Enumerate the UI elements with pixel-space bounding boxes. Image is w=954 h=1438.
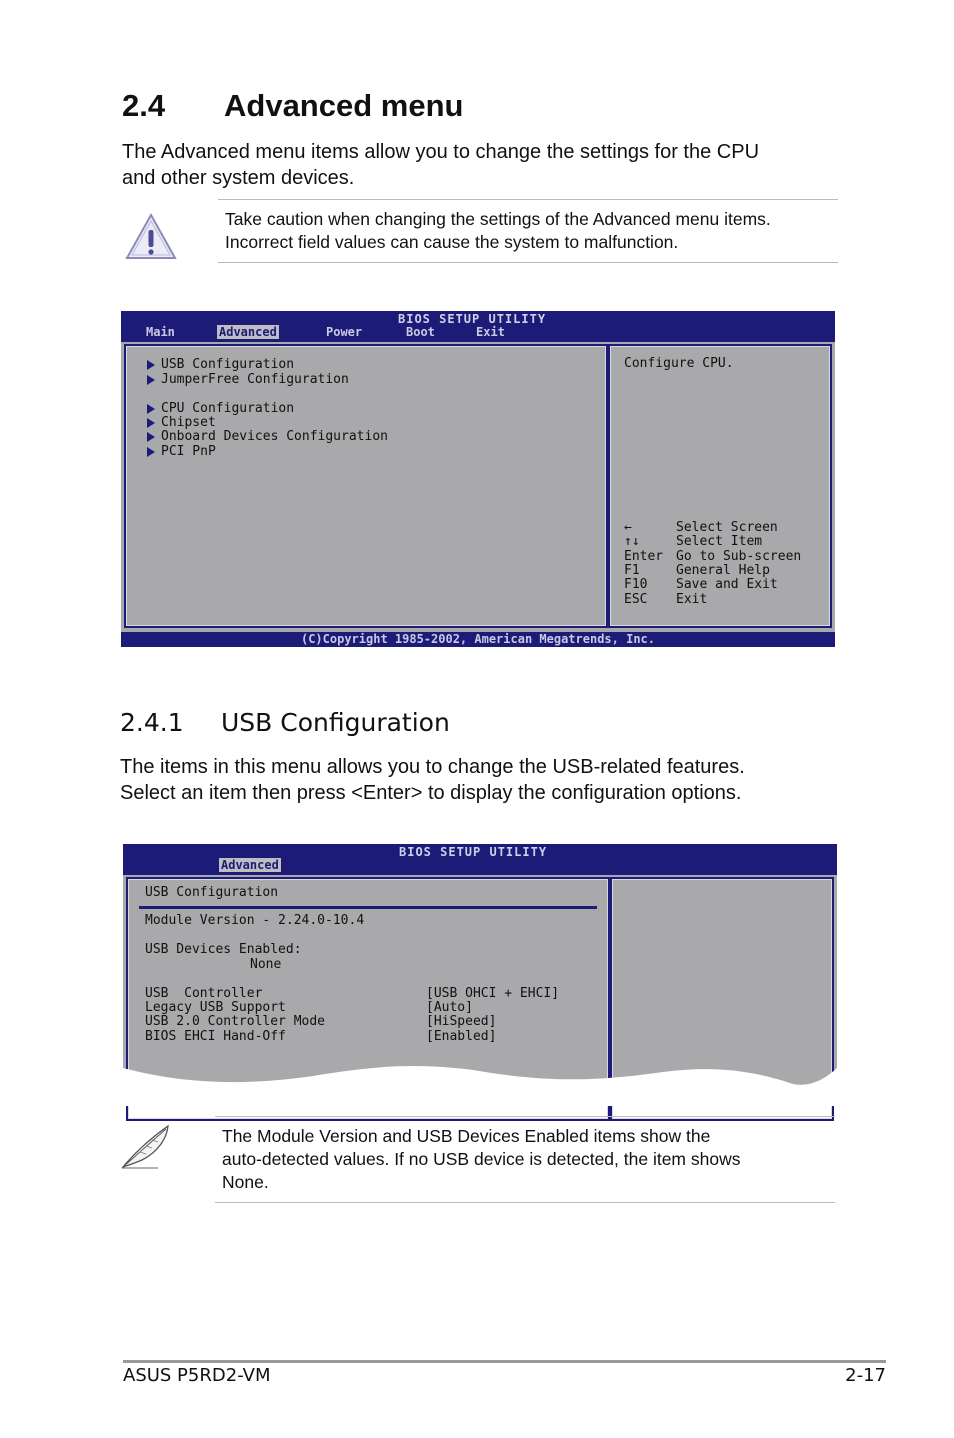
torn-edge (123, 1062, 837, 1106)
section-intro-line1: The Advanced menu items allow you to change the settings for the CPU (122, 141, 760, 163)
feather-pen-icon (118, 1122, 174, 1172)
setting-name[interactable]: USB 2.0 Controller Mode (145, 1014, 326, 1029)
section-number: 2.4 (122, 88, 166, 123)
setting-value[interactable]: [HiSpeed] (426, 1014, 497, 1029)
subsection-text-line1: The items in this menu allows you to change the USB-related features. (120, 756, 745, 778)
key-left-arrow-icon: ← (624, 520, 632, 535)
key-desc: Go to Sub-screen (676, 549, 802, 564)
bios-menu-power[interactable]: Power (326, 325, 363, 339)
key-name: F10 (624, 577, 648, 592)
bios-help-text: Configure CPU. (624, 356, 734, 371)
key-desc: Select Screen (676, 520, 778, 535)
setting-name[interactable]: BIOS EHCI Hand-Off (145, 1029, 286, 1044)
key-name: Enter (624, 549, 664, 564)
setting-value[interactable]: [USB OHCI + EHCI] (426, 986, 560, 1001)
bios-usb-config-screen (123, 844, 837, 1104)
heading-divider (139, 906, 597, 909)
key-up-down-arrow-icon: ↑↓ (624, 534, 640, 549)
bios-menu-item[interactable]: PCI PnP (147, 445, 216, 460)
setting-name[interactable]: USB Controller (145, 986, 263, 1001)
caution-bottom-rule (218, 262, 838, 263)
note-bottom-rule (215, 1202, 835, 1203)
submenu-arrow-icon (147, 418, 155, 428)
setting-value[interactable]: [Auto] (426, 1000, 473, 1015)
key-name: F1 (624, 563, 640, 578)
key-desc: General Help (676, 563, 770, 578)
caution-line1: Take caution when changing the settings of the Advanced menu items. (225, 209, 771, 229)
warning-triangle-icon (124, 212, 178, 262)
key-desc: Exit (676, 592, 708, 607)
subsection-text-line2: Select an item then press <Enter> to display the configuration options. (120, 782, 742, 804)
footer-page-number: 2-17 (845, 1365, 886, 1386)
submenu-arrow-icon (147, 404, 155, 414)
submenu-arrow-icon (147, 375, 155, 385)
note-line1: The Module Version and USB Devices Enabled items show the (222, 1126, 711, 1146)
submenu-arrow-icon (147, 447, 155, 457)
note-line2: auto-detected values. If no USB device is detected, the item shows (222, 1149, 741, 1169)
key-desc: Select Item (676, 534, 763, 549)
usb-devices-label: USB Devices Enabled: (145, 942, 302, 957)
bios-menu-advanced[interactable]: Advanced (221, 858, 279, 872)
bios-menu-main[interactable]: Main (146, 325, 175, 339)
key-desc: Save and Exit (676, 577, 778, 592)
bios-menu-exit[interactable]: Exit (476, 325, 505, 339)
section-heading (122, 88, 463, 124)
bios-menu-item[interactable]: USB Configuration (147, 358, 294, 373)
section-intro-line2: and other system devices. (122, 167, 355, 189)
setting-value[interactable]: [Enabled] (426, 1029, 497, 1044)
submenu-arrow-icon (147, 360, 155, 370)
footer-product: ASUS P5RD2-VM (123, 1365, 271, 1386)
caution-line2: Incorrect field values can cause the system to malfunction. (225, 232, 679, 252)
subsection-number: 2.4.1 (120, 708, 184, 737)
subsection-title: USB Configuration (221, 708, 450, 737)
bios-menu-advanced[interactable]: Advanced (219, 325, 277, 339)
subsection-heading (120, 708, 450, 737)
bios-menu-item[interactable]: Chipset (147, 416, 216, 431)
bios-menu-item[interactable]: CPU Configuration (147, 402, 294, 417)
note-line3: None. (222, 1172, 269, 1192)
usb-devices-value: None (250, 957, 282, 972)
submenu-arrow-icon (147, 432, 155, 442)
section-title: Advanced menu (224, 88, 464, 123)
bios-menu-boot[interactable]: Boot (406, 325, 435, 339)
bios-menu-item[interactable]: Onboard Devices Configuration (147, 430, 388, 445)
bios-copyright-bar: (C)Copyright 1985-2002, American Megatrends, Inc. (121, 632, 835, 647)
usb-config-heading: USB Configuration (145, 885, 279, 900)
bios-menu-item[interactable]: JumperFree Configuration (147, 373, 349, 388)
key-name: ESC (624, 592, 648, 607)
module-version: Module Version - 2.24.0-10.4 (145, 913, 365, 928)
caution-top-rule (218, 199, 838, 200)
footer-rule (123, 1360, 886, 1363)
bios-advanced-screen (121, 311, 835, 647)
setting-name[interactable]: Legacy USB Support (145, 1000, 286, 1015)
bios-title: BIOS SETUP UTILITY (398, 312, 547, 326)
note-top-rule (215, 1116, 835, 1117)
bios-title: BIOS SETUP UTILITY (399, 845, 548, 859)
